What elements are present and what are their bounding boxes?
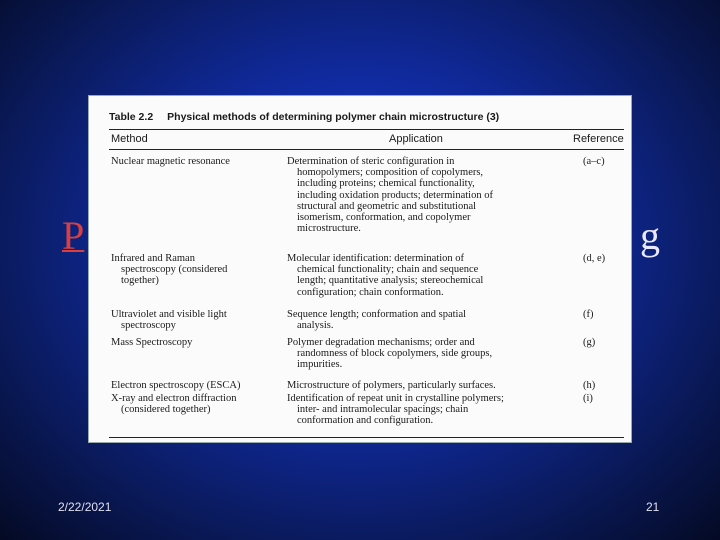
slide-page-number: 21 xyxy=(646,500,660,514)
table-image xyxy=(88,95,632,443)
row-application-line: impurities. xyxy=(297,359,343,371)
header-bottom-rule xyxy=(109,149,624,150)
row-application-line: Identification of repeat unit in crystalline polymers; xyxy=(287,393,504,404)
row-application xyxy=(287,309,557,331)
row-method-line: Ultraviolet and visible light xyxy=(111,309,227,320)
row-application xyxy=(287,253,557,298)
header-top-rule xyxy=(109,129,624,130)
row-method-line: Mass Spectroscopy xyxy=(111,337,193,348)
row-application xyxy=(287,393,557,427)
slide-title-left: P xyxy=(62,213,85,258)
row-method-line: spectroscopy (considered xyxy=(121,264,228,276)
header-reference: Reference xyxy=(573,133,624,145)
row-method xyxy=(111,393,286,415)
row-method-line: Nuclear magnetic resonance xyxy=(111,156,230,167)
row-application-line: Molecular identification: determination of xyxy=(287,253,464,264)
header-method: Method xyxy=(111,133,148,145)
row-method xyxy=(111,380,286,391)
row-reference: (g) xyxy=(583,337,596,348)
row-application-line: structural and geometric and substitutional xyxy=(297,200,477,212)
row-application-line: length; quantitative analysis; stereochemical xyxy=(297,275,484,287)
row-application-line: configuration; chain conformation. xyxy=(297,286,444,298)
row-method-line: (considered together) xyxy=(121,404,211,416)
row-method-line: spectroscopy xyxy=(121,320,176,332)
header-application: Application xyxy=(389,133,443,145)
row-method xyxy=(111,156,286,167)
slide-date: 2/22/2021 xyxy=(58,500,112,514)
row-application-line: chemical functionality; chain and sequence xyxy=(297,264,479,276)
row-application xyxy=(287,156,557,234)
row-reference: (d, e) xyxy=(583,253,606,264)
row-method xyxy=(111,309,286,331)
row-method-line: Infrared and Raman xyxy=(111,253,195,264)
row-reference: (i) xyxy=(583,393,593,404)
row-application-line: homopolymers; composition of copolymers, xyxy=(297,167,484,179)
row-method xyxy=(111,337,286,348)
row-application-line: analysis. xyxy=(297,320,334,332)
row-application-line: including oxidation products; determination of xyxy=(297,189,493,201)
table-number: Table 2.2 xyxy=(109,111,154,123)
row-application-line: isomerism, conformation, and copolymer xyxy=(297,212,471,224)
row-reference: (f) xyxy=(583,309,594,320)
row-application-line: randomness of block copolymers, side groups, xyxy=(297,348,493,360)
table-bottom-rule xyxy=(109,437,624,438)
table-caption xyxy=(109,111,499,123)
row-method xyxy=(111,253,286,287)
row-application-line: Determination of steric configuration in xyxy=(287,156,455,167)
row-application-line: Sequence length; conformation and spatial xyxy=(287,309,467,320)
row-method-line: Electron spectroscopy (ESCA) xyxy=(111,380,241,391)
row-application-line: Microstructure of polymers, particularly surfaces. xyxy=(287,380,496,391)
row-application-line: including proteins; chemical functionality, xyxy=(297,178,475,190)
row-application xyxy=(287,337,557,371)
row-reference: (h) xyxy=(583,380,596,391)
row-application-line: microstructure. xyxy=(297,223,361,235)
row-application-line: inter- and intramolecular spacings; chain xyxy=(297,404,469,416)
row-application-line: Polymer degradation mechanisms; order and xyxy=(287,337,475,348)
row-application xyxy=(287,380,557,391)
table-title: Physical methods of determining polymer chain microstructure (3) xyxy=(167,111,500,123)
row-reference: (a–c) xyxy=(583,156,605,167)
slide-title-right: g xyxy=(640,213,660,258)
row-method-line: X-ray and electron diffraction xyxy=(111,393,237,404)
row-application-line: conformation and configuration. xyxy=(297,415,434,427)
row-method-line: together) xyxy=(121,275,159,287)
